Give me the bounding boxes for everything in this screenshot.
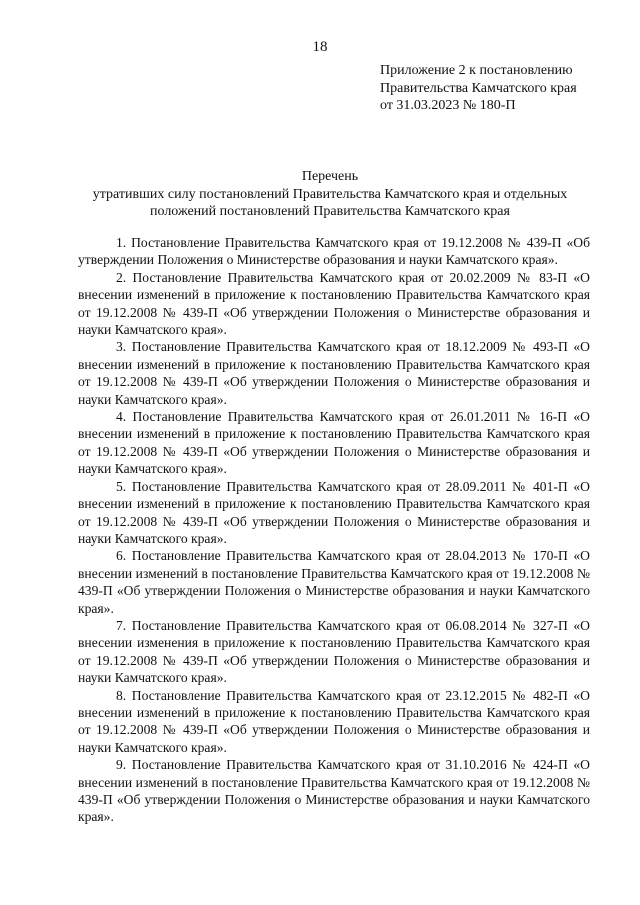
title-heading: Перечень — [301, 169, 359, 184]
list-item: 7. Постановление Правительства Камчатского края от 06.08.2014 № 327-П «О внесении изменения в приложение к постановлению Правительства Камчатского края от 19.12.2008 № 439-П «Об утверждении Положения о Министерстве образования и науки Камчатского края». — [78, 617, 590, 686]
appendix-line: Правительства Камчатского края — [380, 80, 577, 96]
page-number: 18 — [312, 39, 328, 55]
title-line: положений постановлений Правительства Камчатского края — [150, 204, 510, 219]
list-item: 5. Постановление Правительства Камчатского края от 28.09.2011 № 401-П «О внесении изменений в приложение к постановлению Правительства Камчатского края от 19.12.2008 № 439-П «Об утверждении Положения о Министерстве образования и науки Камчатского края». — [78, 478, 590, 546]
list-item: 3. Постановление Правительства Камчатского края от 18.12.2009 № 493-П «О внесении изменений в приложение к постановлению Правительства Камчатского края от 19.12.2008 № 439-П «Об утверждении Положения о Министерстве образования и науки Камчатского края». — [78, 339, 590, 407]
list-item: 4. Постановление Правительства Камчатского края от 26.01.2011 № 16-П «О внесении изменений в приложение к постановлению Правительства Камчатского края от 19.12.2008 № 439-П «Об утверждении Положения о Министерстве образования и науки Камчатского края». — [78, 409, 590, 477]
list-item: 9. Постановление Правительства Камчатского края от 31.10.2016 № 424-П «О внесении изменений в постановление Правительства Камчатского края от 19.12.2008 № 439-П «Об утверждении Положения о Министерстве образования и науки Камчатского края». — [78, 757, 590, 825]
list-item: 2. Постановление Правительства Камчатского края от 20.02.2009 № 83-П «О внесении изменений в приложение к постановлению Правительства Камчатского края от 19.12.2008 № 439-П «Об утверждении Положения о Министерстве образования и науки Камчатского края». — [78, 269, 590, 338]
title-line: утративших силу постановлений Правительства Камчатского края и отдельных — [92, 186, 568, 202]
list-item: 1. Постановление Правительства Камчатского края от 19.12.2008 № 439-П «Об утверждении Положения о Министерстве образования и науки Камчатского края». — [78, 235, 590, 268]
document-title — [60, 168, 600, 221]
list-item: 6. Постановление Правительства Камчатского края от 28.04.2013 № 170-П «О внесении изменений в постановление Правительства Камчатского края от 19.12.2008 № 439-П «Об утверждении Положения о Министерстве образования и науки Камчатского края». — [78, 548, 590, 616]
appendix-line: от 31.03.2023 № 180-П — [380, 98, 516, 113]
repealed-acts-list — [78, 234, 590, 826]
appendix-line: Приложение 2 к постановлению — [380, 63, 573, 78]
appendix-reference — [380, 62, 620, 115]
list-item: 8. Постановление Правительства Камчатского края от 23.12.2015 № 482-П «О внесении изменений в приложение к постановлению Правительства Камчатского края от 19.12.2008 № 439-П «Об утверждении Положения о Министерстве образования и науки Камчатского края». — [78, 687, 590, 755]
